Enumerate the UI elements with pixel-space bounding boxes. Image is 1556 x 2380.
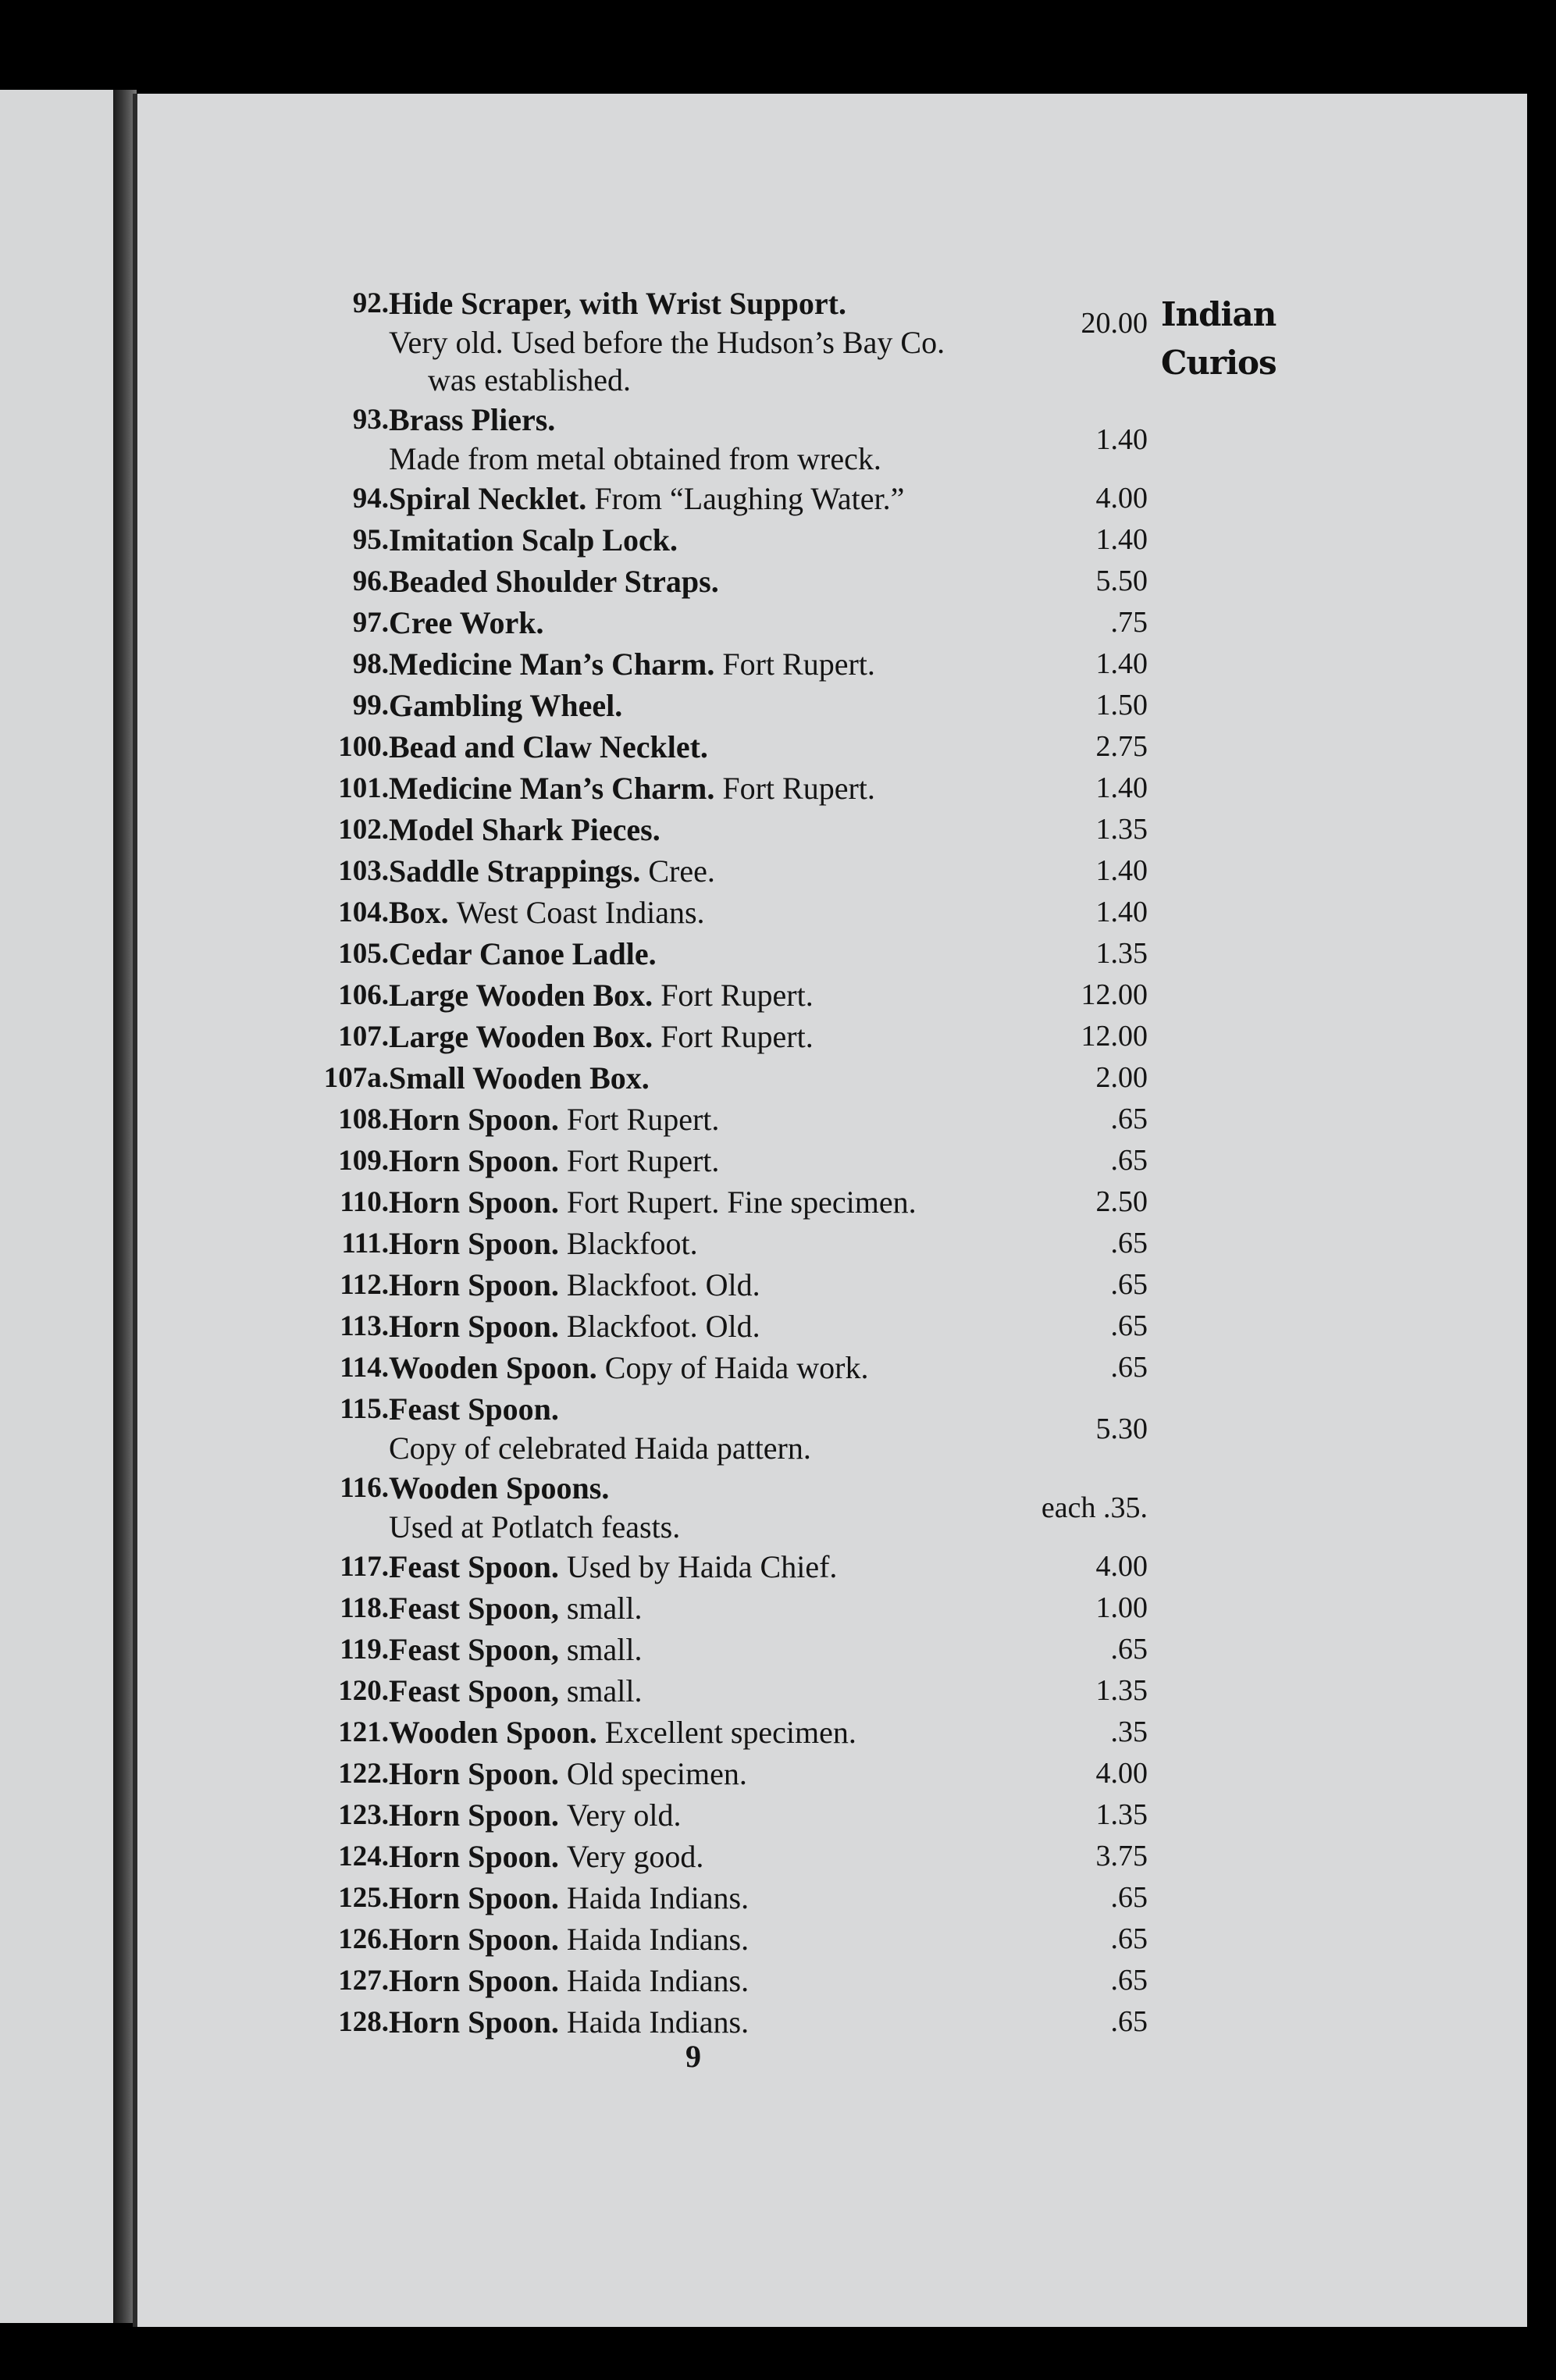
item-name (389, 809, 660, 850)
item-name-text: Small Wooden Box. (389, 1060, 650, 1096)
item-name-text: Cedar Canoe Ladle. (389, 936, 657, 971)
item-name-text: Horn Spoon. (389, 1185, 559, 1220)
item-price: 3.75 (1095, 1840, 1148, 1872)
item-price: .75 (1110, 606, 1148, 639)
catalog-item (289, 1587, 1148, 1629)
item-name-text: Medicine Man’s Charm. (389, 647, 715, 682)
item-price: .65 (1110, 1964, 1148, 1997)
catalog-item (289, 478, 1148, 519)
item-name-text: Model Shark Pieces. (389, 812, 660, 847)
item-note: Blackfoot. (566, 1226, 698, 1261)
item-note: From “Laughing Water.” (594, 481, 905, 516)
item-name-text: Saddle Strappings. (389, 853, 641, 889)
catalog-item (289, 1794, 1148, 1836)
item-price: .65 (1110, 1103, 1148, 1135)
item-note: Haida Indians. (566, 1963, 750, 1998)
item-price: 2.00 (1095, 1061, 1148, 1094)
item-note: Old specimen. (566, 1756, 747, 1791)
item-name-text: Feast Spoon, (389, 1632, 559, 1667)
catalog-item (289, 561, 1148, 602)
item-note: Haida Indians. (566, 1880, 750, 1915)
catalog-item (289, 1223, 1148, 1264)
item-price: .65 (1110, 1144, 1148, 1177)
item-number: 121. (338, 1716, 389, 1748)
item-price: .65 (1110, 1881, 1148, 1914)
item-note: Very old. (566, 1797, 682, 1833)
item-name (389, 2001, 749, 2043)
item-number: 96. (352, 565, 389, 597)
item-number: 109. (338, 1145, 389, 1177)
item-name-text: Hide Scraper, with Wrist Support. (389, 286, 846, 321)
catalog-item (289, 726, 1148, 768)
item-name-text: Box. (389, 895, 449, 930)
item-note: West Coast Indians. (456, 895, 705, 930)
item-name-text: Feast Spoon, (389, 1591, 559, 1626)
item-name (389, 643, 875, 685)
item-number: 115. (340, 1393, 389, 1425)
catalog-item (289, 1181, 1148, 1223)
item-name (389, 1670, 642, 1712)
item-name-text: Horn Spoon. (389, 1880, 559, 1915)
item-name (389, 561, 719, 602)
item-price: 1.40 (1095, 896, 1148, 928)
item-price: 1.40 (1095, 647, 1148, 680)
item-price: 1.40 (1095, 771, 1148, 804)
item-price: .65 (1110, 1922, 1148, 1955)
item-price: .65 (1110, 1633, 1148, 1666)
item-price: 4.00 (1095, 1757, 1148, 1790)
catalog-item (289, 1836, 1148, 1877)
item-description: Made from metal obtained from wreck. (389, 441, 881, 476)
catalog-item (289, 685, 1148, 726)
item-number: 122. (338, 1758, 389, 1790)
catalog-item (289, 1629, 1148, 1670)
catalog-item (289, 2001, 1148, 2043)
catalog-item (289, 1057, 1148, 1099)
item-number: 94. (352, 483, 389, 515)
item-name-text: Horn Spoon. (389, 1102, 559, 1137)
item-name (389, 1546, 837, 1587)
catalog-item (289, 1753, 1148, 1794)
item-number: 97. (352, 607, 389, 639)
item-name (389, 602, 544, 643)
item-price: .65 (1110, 1268, 1148, 1301)
catalog-item (289, 1670, 1148, 1712)
item-note: Blackfoot. Old. (566, 1267, 760, 1302)
item-number: 126. (338, 1923, 389, 1955)
item-description: Used at Potlatch feasts. (389, 1509, 681, 1545)
item-name (389, 726, 708, 768)
item-price: 1.50 (1095, 689, 1148, 721)
catalog-item (289, 1016, 1148, 1057)
catalog-item (289, 1388, 1148, 1467)
item-description: Copy of celebrated Haida pattern. (389, 1430, 811, 1466)
item-name (389, 974, 814, 1016)
item-name-text: Horn Spoon. (389, 1309, 559, 1344)
item-name-text: Imitation Scalp Lock. (389, 522, 678, 558)
item-number: 101. (338, 772, 389, 804)
item-price: 1.35 (1095, 1674, 1148, 1707)
item-number: 104. (338, 896, 389, 928)
item-number: 98. (352, 648, 389, 680)
item-note: small. (566, 1632, 643, 1667)
item-name (389, 1057, 650, 1099)
item-note: Haida Indians. (566, 1922, 750, 1957)
catalog-item (289, 643, 1148, 685)
item-name (389, 283, 846, 324)
item-name-text: Medicine Man’s Charm. (389, 771, 715, 806)
item-note: Copy of Haida work. (604, 1350, 869, 1385)
item-number: 118. (340, 1592, 389, 1624)
catalog-item (289, 1467, 1148, 1546)
item-name-text: Horn Spoon. (389, 1963, 559, 1998)
item-number: 92. (352, 287, 389, 319)
item-note: Cree. (648, 853, 715, 889)
item-number: 120. (338, 1675, 389, 1707)
item-name-text: Wooden Spoon. (389, 1715, 597, 1750)
catalog-item (289, 809, 1148, 850)
item-price: 1.40 (1095, 854, 1148, 887)
item-name-text: Cree Work. (389, 605, 544, 640)
item-price: each .35. (1041, 1491, 1148, 1524)
item-number: 112. (340, 1269, 389, 1301)
item-price: 4.00 (1095, 482, 1148, 515)
item-name (389, 1877, 749, 1919)
item-note: Fort Rupert. (660, 1019, 814, 1054)
section-heading-line: Curios (1161, 344, 1276, 382)
item-number: 106. (338, 979, 389, 1011)
item-number: 110. (340, 1186, 389, 1218)
item-note: Fort Rupert. (566, 1143, 720, 1178)
catalog-item (289, 850, 1148, 892)
item-name (389, 1753, 747, 1794)
catalog-item (289, 1140, 1148, 1181)
item-name-text: Spiral Necklet. (389, 481, 587, 516)
item-note: Fort Rupert. (722, 647, 875, 682)
catalog-item (289, 1960, 1148, 2001)
item-name (389, 1016, 814, 1057)
catalog-item (289, 1306, 1148, 1347)
catalog-list (289, 283, 1148, 2043)
item-number: 119. (340, 1634, 389, 1666)
item-price: 1.40 (1095, 523, 1148, 556)
item-name (389, 1960, 749, 2001)
section-heading (1161, 290, 1276, 387)
catalog-item (289, 974, 1148, 1016)
item-number: 113. (340, 1310, 389, 1342)
item-note: Fort Rupert. (722, 771, 875, 806)
item-price: .65 (1110, 1227, 1148, 1259)
item-name (389, 1467, 609, 1509)
item-number: 103. (338, 855, 389, 887)
item-number: 105. (338, 938, 389, 970)
section-heading-line: Indian (1161, 295, 1276, 333)
item-name-text: Horn Spoon. (389, 1226, 559, 1261)
item-name-text: Gambling Wheel. (389, 688, 623, 723)
item-name-text: Beaded Shoulder Straps. (389, 564, 719, 599)
item-price: 12.00 (1081, 978, 1148, 1011)
item-number: 93. (352, 404, 389, 436)
catalog-item (289, 602, 1148, 643)
item-price: .35 (1110, 1716, 1148, 1748)
item-number: 116. (340, 1472, 389, 1504)
item-name (389, 1223, 698, 1264)
item-note: Fort Rupert. (660, 978, 814, 1013)
item-name (389, 1306, 760, 1347)
page-number: 9 (685, 2039, 701, 2074)
item-name-text: Horn Spoon. (389, 1756, 559, 1791)
item-name-text: Horn Spoon. (389, 2004, 559, 2040)
item-name-text: Feast Spoon, (389, 1673, 559, 1708)
item-name-text: Feast Spoon. (389, 1391, 559, 1427)
item-name (389, 1264, 760, 1306)
item-price: .65 (1110, 1351, 1148, 1384)
item-name (389, 478, 904, 519)
item-price: 4.00 (1095, 1550, 1148, 1583)
item-note: small. (566, 1591, 643, 1626)
item-name (389, 850, 715, 892)
catalog-item (289, 283, 1148, 399)
item-price: 12.00 (1081, 1020, 1148, 1053)
item-price: 1.35 (1095, 1798, 1148, 1831)
item-price: 1.00 (1095, 1591, 1148, 1624)
item-name (389, 1099, 719, 1140)
item-name (389, 519, 678, 561)
item-name-text: Horn Spoon. (389, 1922, 559, 1957)
item-name-text: Horn Spoon. (389, 1143, 559, 1178)
item-name-text: Brass Pliers. (389, 402, 556, 437)
item-price: 20.00 (1081, 307, 1148, 340)
catalog-item (289, 519, 1148, 561)
catalog-item (289, 933, 1148, 974)
item-name (389, 1919, 749, 1960)
item-name (389, 1836, 703, 1877)
item-note: Fort Rupert. Fine specimen. (566, 1185, 917, 1220)
item-price: 2.50 (1095, 1185, 1148, 1218)
item-name (389, 892, 705, 933)
item-name-text: Horn Spoon. (389, 1839, 559, 1874)
item-name (389, 1347, 869, 1388)
catalog-item (289, 1347, 1148, 1388)
item-name (389, 1140, 719, 1181)
catalog-item (289, 1919, 1148, 1960)
item-number: 125. (338, 1882, 389, 1914)
item-price: 1.35 (1095, 813, 1148, 846)
item-name (389, 768, 875, 809)
item-name (389, 1712, 856, 1753)
item-name (389, 399, 555, 440)
item-number: 128. (338, 2006, 389, 2038)
facing-page (0, 90, 117, 2323)
item-note: Haida Indians. (566, 2004, 750, 2040)
item-price: 2.75 (1095, 730, 1148, 763)
item-note: Fort Rupert. (566, 1102, 720, 1137)
catalog-item (289, 768, 1148, 809)
item-name (389, 1629, 642, 1670)
catalog-item (289, 1546, 1148, 1587)
item-number: 124. (338, 1840, 389, 1872)
item-name-text: Large Wooden Box. (389, 978, 653, 1013)
catalog-item (289, 1877, 1148, 1919)
item-number: 123. (338, 1799, 389, 1831)
item-note: Very good. (566, 1839, 704, 1874)
item-name-text: Bead and Claw Necklet. (389, 729, 708, 764)
item-number: 100. (338, 731, 389, 763)
item-name-text: Feast Spoon. (389, 1549, 559, 1584)
item-name (389, 1388, 559, 1430)
item-note: Blackfoot. Old. (566, 1309, 760, 1344)
item-number: 107. (338, 1021, 389, 1053)
item-name-text: Large Wooden Box. (389, 1019, 653, 1054)
item-note: Used by Haida Chief. (566, 1549, 838, 1584)
item-number: 102. (338, 814, 389, 846)
item-name (389, 1587, 642, 1629)
item-number: 95. (352, 524, 389, 556)
item-description: Very old. Used before the Hudson’s Bay Co. (389, 325, 945, 360)
item-name-text: Wooden Spoons. (389, 1470, 610, 1505)
item-price: .65 (1110, 2005, 1148, 2038)
item-price: 5.50 (1095, 565, 1148, 597)
item-name (389, 1794, 682, 1836)
item-number: 117. (340, 1551, 389, 1583)
item-price: 1.40 (1095, 423, 1148, 456)
item-number: 114. (340, 1352, 389, 1384)
item-name (389, 1181, 917, 1223)
item-name-text: Horn Spoon. (389, 1797, 559, 1833)
item-number: 111. (341, 1227, 389, 1259)
catalog-item (289, 892, 1148, 933)
item-note: small. (566, 1673, 643, 1708)
item-number: 107a. (323, 1062, 389, 1094)
item-number: 99. (352, 689, 389, 721)
item-name-text: Wooden Spoon. (389, 1350, 597, 1385)
item-name-text: Horn Spoon. (389, 1267, 559, 1302)
item-price: 5.30 (1095, 1413, 1148, 1445)
item-number: 108. (338, 1103, 389, 1135)
catalog-item (289, 399, 1148, 478)
item-price: .65 (1110, 1309, 1148, 1342)
catalog-item (289, 1264, 1148, 1306)
item-number: 127. (338, 1965, 389, 1997)
item-description: was established. (428, 362, 631, 397)
item-note: Excellent specimen. (604, 1715, 856, 1750)
item-price: 1.35 (1095, 937, 1148, 970)
item-name (389, 933, 657, 974)
catalog-item (289, 1712, 1148, 1753)
item-name (389, 685, 622, 726)
catalog-item (289, 1099, 1148, 1140)
